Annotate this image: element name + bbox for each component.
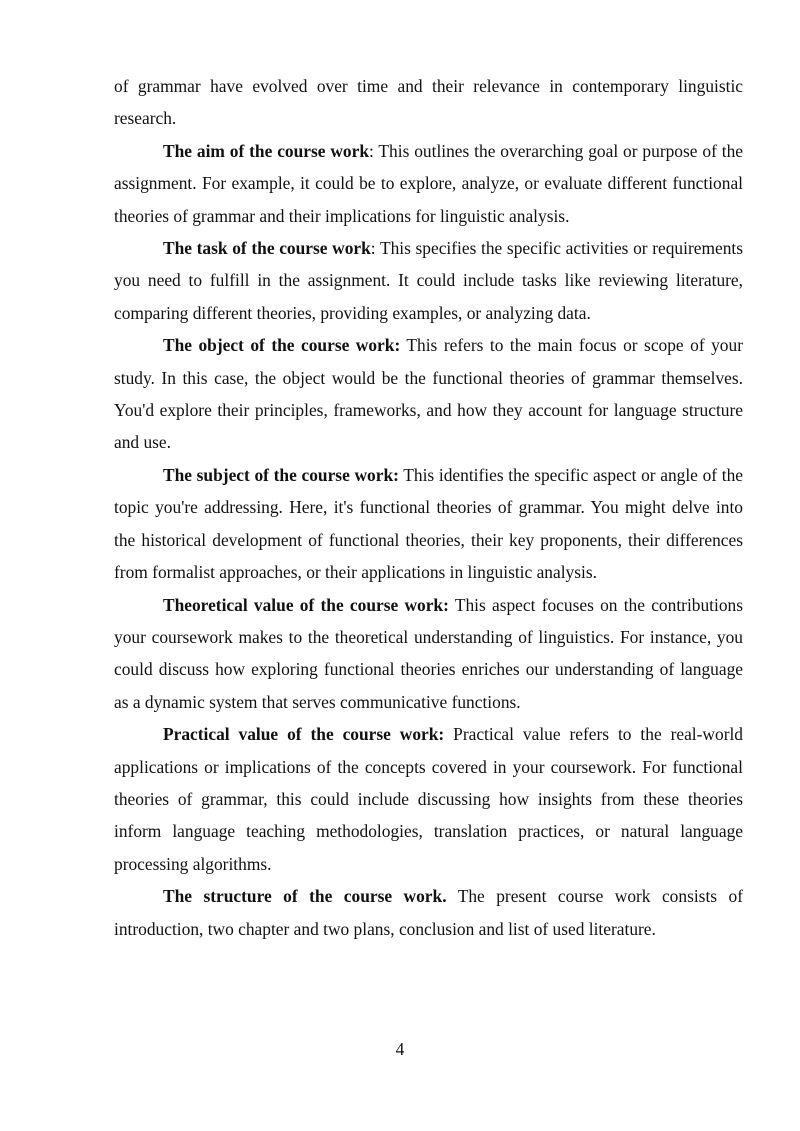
structure-heading: The structure of the course work. (163, 886, 447, 907)
theoretical-value-heading: Theoretical value of the course work: (163, 594, 449, 615)
object-heading: The object of the course work: (163, 335, 401, 356)
practical-value-text: Practical value refers to the real-world applications or implications of the concepts covered in your coursework. For functional theories of grammar, this could include discussing how insights from these theories inform language teaching methodologies, translation practices, or natural language processing algorithms. (114, 724, 744, 874)
practical-value-heading: Practical value of the course work: (163, 724, 445, 745)
task-text: : This specifies the specific activities or requirements you need to fulfill in the assignment. It could include tasks like reviewing literature, comparing different theories, providing examples, or analyzing data. (114, 238, 744, 323)
aim-text: : This outlines the overarching goal or purpose of the assignment. For example, it could be to explore, analyze, or evaluate different functional theories of grammar and their implications for linguistic analysis. (114, 140, 743, 226)
document-body (114, 70, 743, 945)
aim-heading: The aim of the course work (163, 140, 370, 161)
structure-paragraph (114, 880, 743, 945)
continuation-paragraph (114, 70, 743, 135)
task-paragraph (114, 232, 743, 329)
aim-paragraph (114, 135, 743, 232)
subject-heading: The subject of the course work: (163, 464, 399, 485)
theoretical-value-text: This aspect focuses on the contributions your coursework makes to the theoretical understanding of linguistics. For instance, you could discuss how exploring functional theories enriches our understanding of language as a dynamic system that serves communicative functions. (114, 594, 743, 712)
structure-text: The present course work consists of introduction, two chapter and two plans, conclusion and list of used literature. (114, 886, 743, 939)
theoretical-value-paragraph (114, 589, 743, 719)
paragraph-text: of grammar have evolved over time and their relevance in contemporary linguistic research. (114, 76, 743, 129)
subject-text: This identifies the specific aspect or angle of the topic you're addressing. Here, it's functional theories of grammar. You might delve into the historical development of functional theories, their key proponents, their differences from formalist approaches, or their applications in linguistic analysis. (114, 464, 743, 583)
page-number: 4 (395, 1039, 405, 1059)
object-paragraph (114, 329, 743, 459)
practical-value-paragraph (114, 718, 743, 880)
subject-paragraph (114, 459, 743, 589)
object-text: This refers to the main focus or scope of your study. In this case, the object would be the functional theories of grammar themselves. You'd explore their principles, frameworks, and how they account for language structure and use. (114, 335, 743, 453)
task-heading: The task of the course work (163, 238, 371, 259)
